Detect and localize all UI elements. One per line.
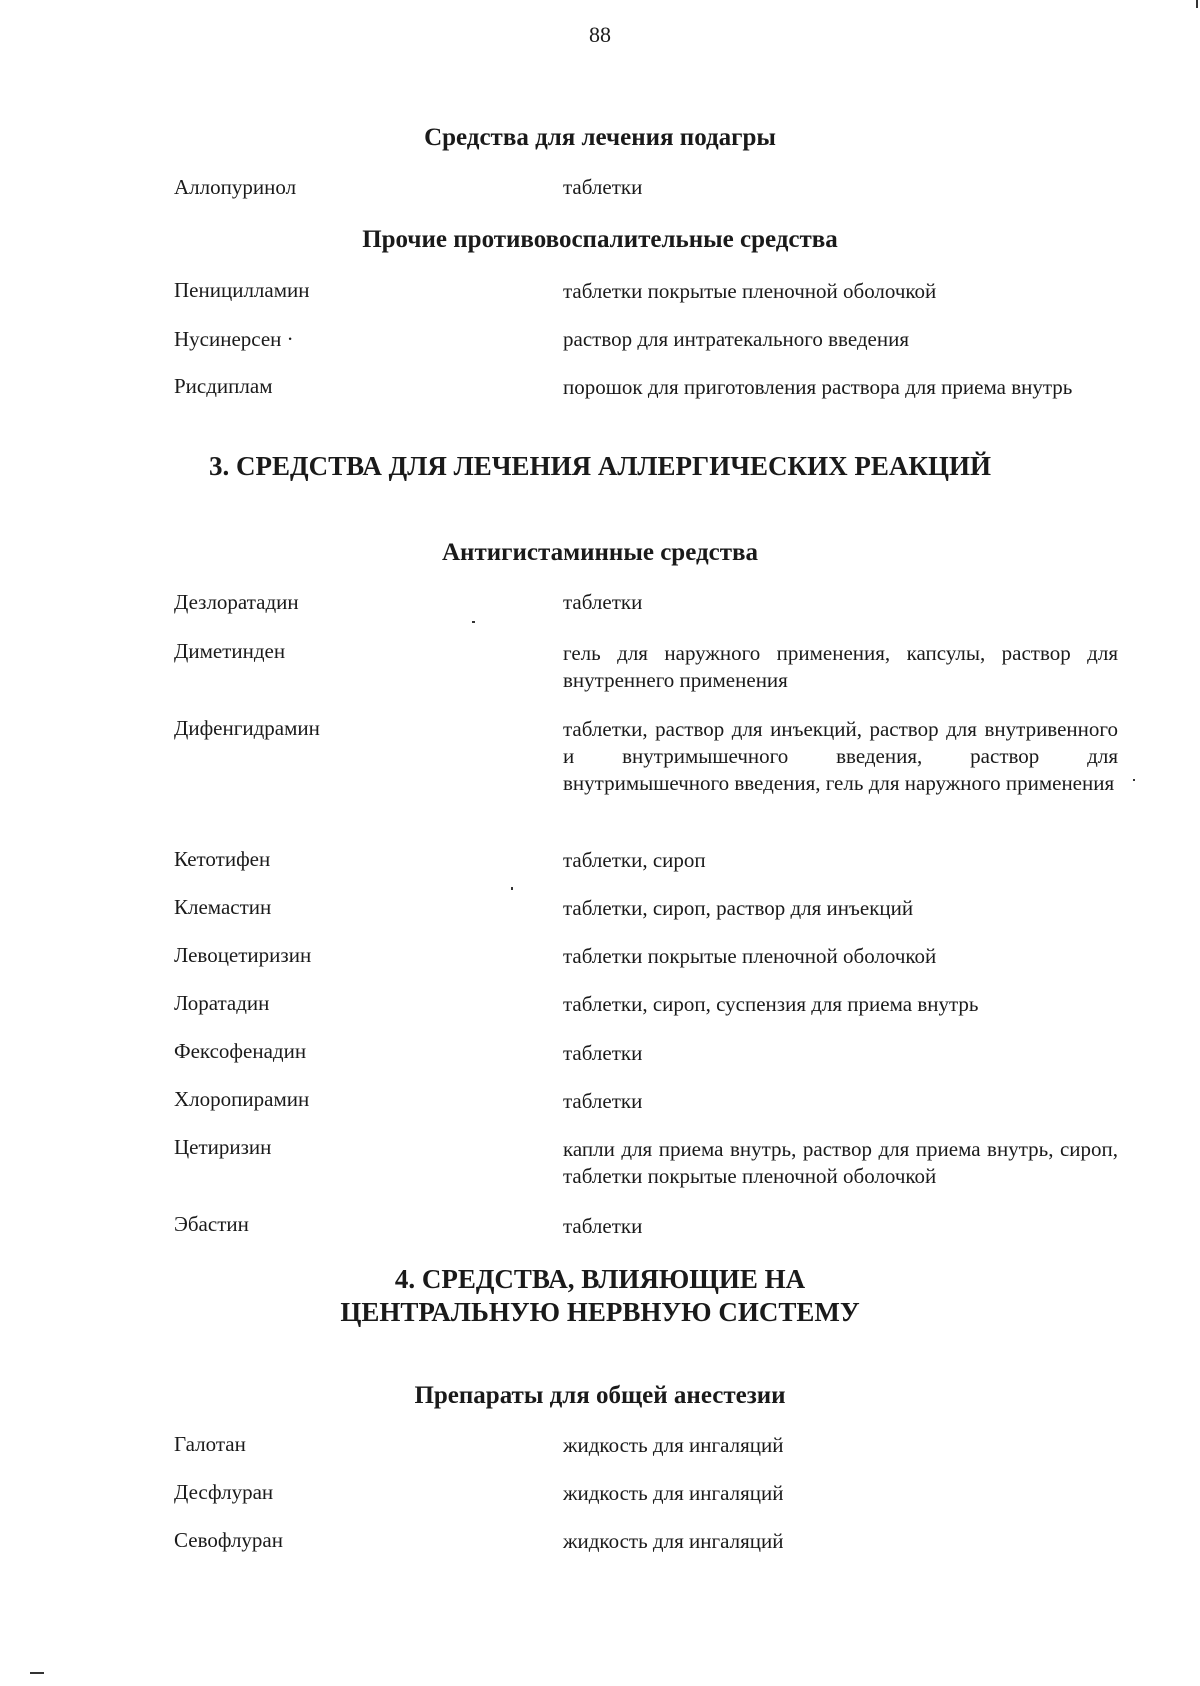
drug-name: Лоратадин	[174, 991, 270, 1015]
drug-form: порошок для приготовления раствора для приема внутрь	[563, 375, 1073, 399]
heading-cns-section-line1: 4. СРЕДСТВА, ВЛИЯЮЩИЕ НА	[394, 1264, 806, 1294]
drug-name: Левоцетиризин	[174, 943, 312, 967]
drug-form: жидкость для ингаляций	[563, 1433, 784, 1457]
drug-name: Диметинден	[174, 639, 286, 663]
drug-name: Пеницилламин	[174, 278, 310, 302]
drug-form: таблетки, сироп, суспензия для приема внутрь	[563, 992, 979, 1016]
page-number: 88	[589, 22, 611, 47]
drug-name: Дифенгидрамин	[174, 716, 320, 740]
drug-form: гель для наружного применения, капсулы, раствор для внутреннего применения	[563, 641, 1118, 692]
scan-speck	[1133, 779, 1135, 781]
drug-form: таблетки	[563, 175, 643, 199]
drug-name: Эбастин	[174, 1212, 249, 1236]
drug-name: Аллопуринол	[174, 175, 297, 199]
drug-form: раствор для интратекального введения	[563, 327, 910, 351]
heading-gout: Средства для лечения подагры	[424, 124, 776, 151]
drug-form: таблетки, сироп, раствор для инъекций	[563, 896, 914, 920]
drug-form: таблетки	[563, 590, 643, 614]
heading-cns-section-line2: ЦЕНТРАЛЬНУЮ НЕРВНУЮ СИСТЕМУ	[340, 1297, 860, 1327]
drug-form: таблетки	[563, 1214, 643, 1238]
drug-form: таблетки покрытые пленочной оболочкой	[563, 279, 937, 303]
heading-antihistamines: Антигистаминные средства	[442, 539, 758, 566]
scan-speck	[511, 887, 513, 890]
drug-form: таблетки	[563, 1089, 643, 1113]
drug-name: Фексофенадин	[174, 1039, 307, 1063]
scan-speck	[472, 621, 475, 623]
drug-form: таблетки, сироп	[563, 848, 706, 872]
drug-name: Кетотифен	[174, 847, 271, 871]
drug-form: жидкость для ингаляций	[563, 1529, 784, 1553]
scan-speck	[30, 1672, 44, 1674]
drug-name: Десфлуран	[174, 1480, 274, 1504]
drug-form: жидкость для ингаляций	[563, 1481, 784, 1505]
drug-name: Дезлоратадин	[174, 590, 299, 614]
heading-general-anesthesia: Препараты для общей анестезии	[414, 1382, 786, 1409]
drug-name: Галотан	[174, 1432, 246, 1456]
heading-anti-inflammatory: Прочие противовоспалительные средства	[362, 226, 838, 253]
heading-allergy-section: 3. СРЕДСТВА ДЛЯ ЛЕЧЕНИЯ АЛЛЕРГИЧЕСКИХ РЕАКЦИЙ	[209, 451, 991, 481]
drug-name: Клемастин	[174, 895, 272, 919]
drug-name: Цетиризин	[174, 1135, 272, 1159]
drug-name: Севофлуран	[174, 1528, 283, 1552]
drug-name: Хлоропирамин	[174, 1087, 310, 1111]
drug-name: Нусинерсен ·	[174, 327, 294, 351]
drug-form: таблетки, раствор для инъекций, раствор для внутривенного и внутримышечного введения, раствор для внутримышечного введения, гель для наружного применения	[563, 717, 1118, 795]
scan-speck	[1196, 0, 1198, 8]
drug-form: капли для приема внутрь, раствор для приема внутрь, сироп, таблетки покрытые пленочной оболочкой	[563, 1137, 1118, 1188]
drug-form: таблетки	[563, 1041, 643, 1065]
drug-form: таблетки покрытые пленочной оболочкой	[563, 944, 937, 968]
drug-name: Рисдиплам	[174, 374, 273, 398]
